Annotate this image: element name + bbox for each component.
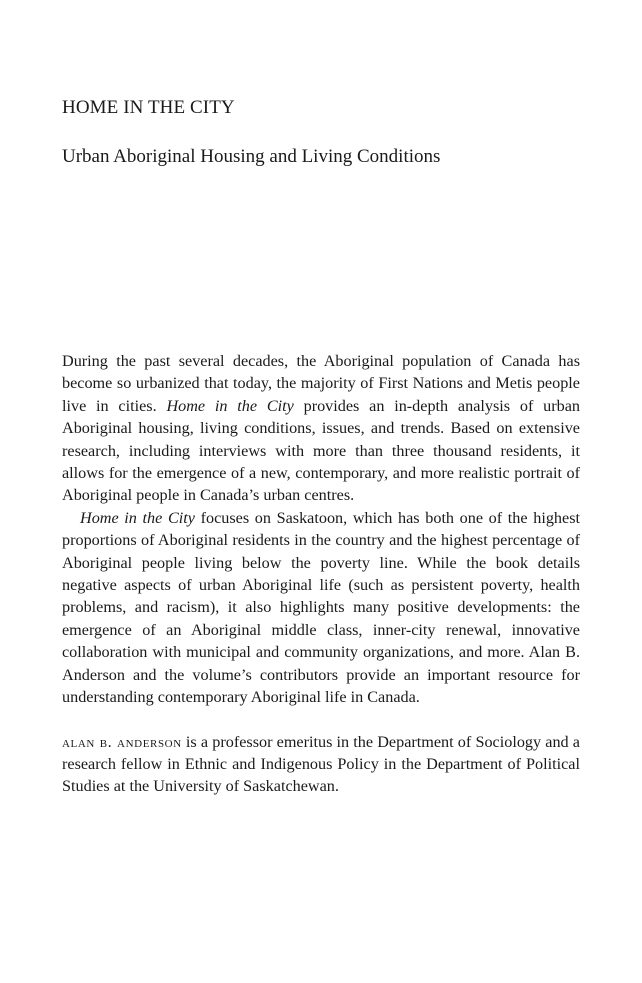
book-title-italic: Home in the City: [166, 396, 294, 415]
description-paragraph-1: [62, 350, 580, 507]
book-title: HOME IN THE CITY: [62, 97, 235, 118]
author-name: alan b. anderson: [62, 732, 182, 751]
description-p1-text-1: During the past several decades, the Aboriginal population of Canada has become so urbanized that today, the majority of First Nations and Metis people live in cities.: [62, 352, 580, 415]
book-subtitle: Urban Aboriginal Housing and Living Conditions: [62, 146, 441, 167]
author-bio: [62, 731, 580, 798]
description-p1-text-2: provides an in-depth analysis of urban Aboriginal housing, living conditions, issues, and trends. Based on extensive research, including interviews with more than three thousand residents, it allows for the emergence of a new, contemporary, and more realistic portrait of Aboriginal people in Canada’s urban centres.: [62, 396, 580, 505]
description-p2-text: focuses on Saskatoon, which has both one of the highest proportions of Aboriginal residents in the country and the highest percentage of Aboriginal people living below the poverty line. While the book details negative aspects of urban Aboriginal life (such as persistent poverty, health problems, and racism), it also highlights many positive developments: the emergence of an Aboriginal middle class, inner-city renewal, innovative collaboration with municipal and community organizations, and more. Alan B. Anderson and the volume’s contributors provide an important resource for understanding contemporary Aboriginal life in Canada.: [62, 508, 580, 707]
author-bio-text: is a professor emeritus in the Department of Sociology and a research fellow in Ethnic and Indigenous Policy in the Department of Political Studies at the University of Saskatchewan.: [62, 732, 580, 796]
description-paragraph-2: [62, 507, 580, 709]
book-description: [62, 350, 580, 798]
book-title-italic: Home in the City: [80, 508, 195, 527]
